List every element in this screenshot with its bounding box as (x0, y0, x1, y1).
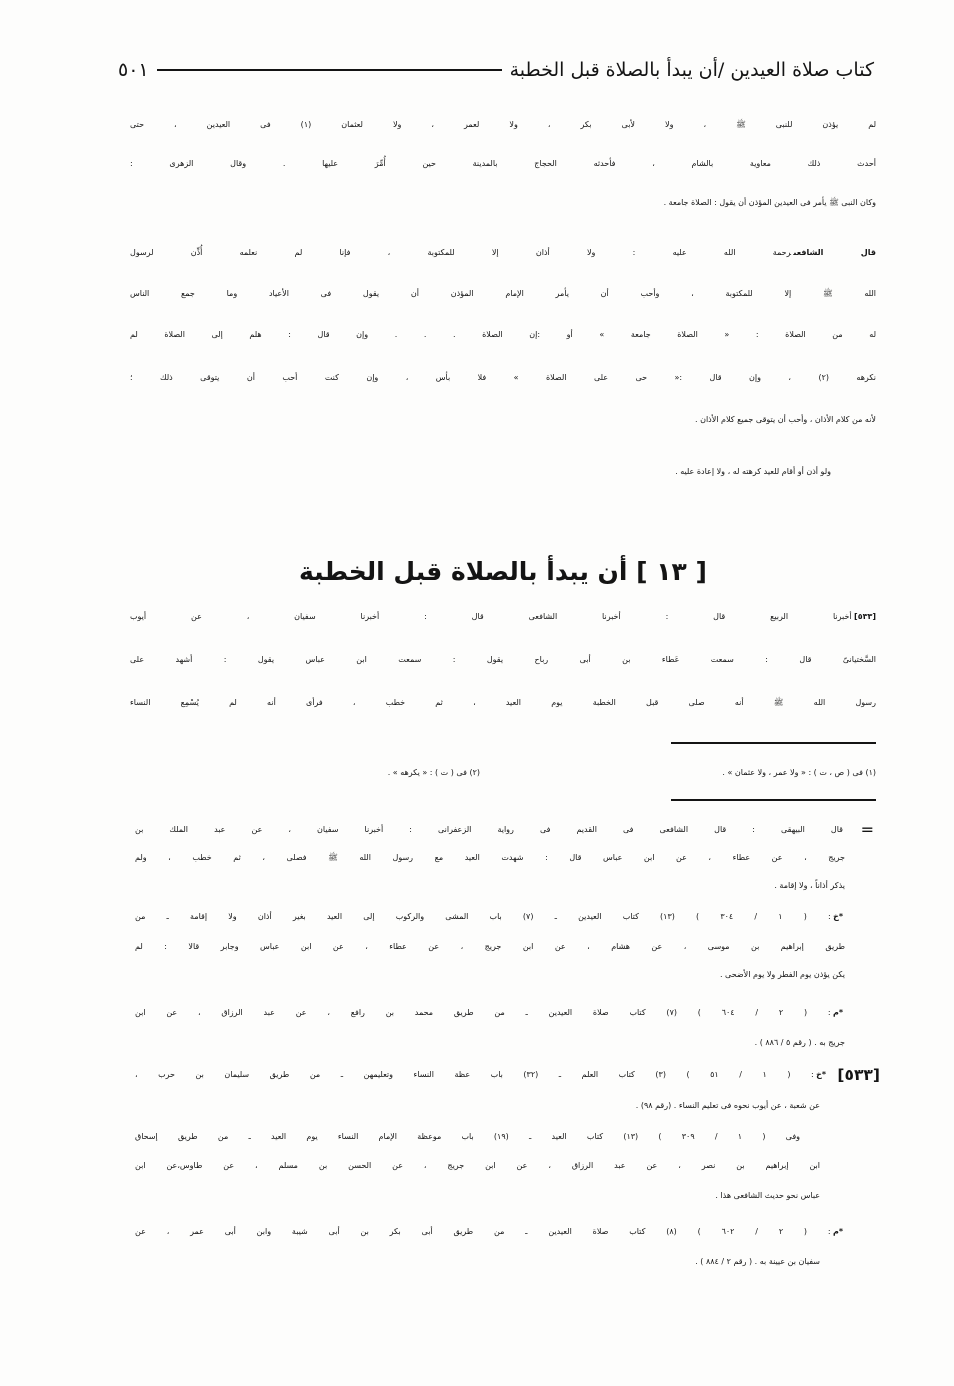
commentary-line: عن شعبة ، عن أيوب نحوه فى تعليم النساء . (رقم ٩٨) . (635, 1101, 820, 1110)
body-line: وكان النبى ﷺ يأمر فى العيدين المؤذن أن يقول : الصلاة جامعة . (663, 198, 876, 207)
commentary-text: : ( ١ / ٣٠٤ ) (١٣) كتاب العيدين ـ (٧) باب المشى والركوب إلى العيد بغير أذان ولا إقامة ـ من (135, 912, 831, 921)
hadith-line (130, 597, 876, 637)
hadith-reference-label: [٥٣٣] (837, 1066, 880, 1084)
commentary-line: طريق إبراهيم بن موسى ، عن هشام ، عن ابن جريج ، عن عطاء ، عن ابن عباس وجابر قالا : لم (135, 942, 845, 951)
source-marker: *م (832, 1008, 844, 1017)
commentary-line (135, 1061, 826, 1089)
commentary-line: جريج ، عن عطاء ، عن ابن عباس قال : شهدت العيد مع رسول الله ﷺ فصلى ، ثم خطب ، ولم (135, 853, 845, 862)
commentary-line: يذكر أذاناً ، ولا إقامة . (774, 881, 845, 890)
commentary-line: ابن إبراهيم بن نصر ، عن عبد الرزاق ، عن ابن جريج ، عن الحسن بن مسلم ، عن طاوس،عن ابن (135, 1161, 820, 1170)
section-heading: [ ١٣ ] أن يبدأ بالصلاة قبل الخطبة (299, 557, 707, 586)
body-line: نكرهه (٢) ، وإن قال :« حى على الصلاة » فلا بأس ، وإن كنت أحب أن يتوقى ذلك ؛ (130, 373, 876, 382)
hadith-line: السَّختيانىّ قال : سمعت عَطاء بن أبى رباح يقول : سمعت ابن عباس يقول : أشهد على (130, 655, 876, 664)
commentary-text: : ( ٢ / ٦٠٢ ) (٨) كتاب صلاة العيدين ـ من طريق أبى بكر بن أبى شيبة وابن أبى عمر ، عن (135, 1227, 831, 1236)
running-header (118, 54, 874, 86)
header-rule (157, 69, 502, 71)
body-line: ولو أذن أو أقام للعيد كرهته له ، ولا إعادة عليه . (675, 467, 831, 476)
commentary-line (135, 903, 843, 931)
footnote-2: (٢) فى ( ت ) : « يكرهه » . (387, 768, 480, 777)
footnote-separator (671, 742, 876, 744)
commentary-line (135, 999, 843, 1027)
commentary-line (135, 1218, 843, 1246)
source-marker: *خ (833, 912, 844, 921)
body-line: أحدث ذلك معاوية بالشام ، فأحدثه الحجاج بالمدينة حين أُمِّرَ عليها . وقال الزهرى : (130, 159, 876, 168)
body-line: لم يؤذن للنبى ﷺ ، ولا لأبى بكر ، ولا لعمر ، ولا لعثمان (١) فى العيدين ، حتى (130, 120, 877, 129)
body-line-text: رحمة الله عليه : ولا أذان إلا للمكتوبة ، فإنا لم نعلمه أُذِّن لرسول (130, 248, 792, 257)
body-line (130, 233, 876, 273)
commentary-line: قال البيهقى : قال الشافعى فى القديم فى رواية الزعفرانى : أخبرنا سفيان ، عن عبد الملك بن (135, 825, 843, 834)
speaker-lead: قال الشافعى (793, 248, 876, 257)
hadith-number: [٥٣٣] (854, 612, 876, 621)
continuation-mark: = (860, 820, 874, 839)
commentary-line: عباس نحو حديث الشافعى هذا . (715, 1191, 820, 1200)
running-title: كتاب صلاة العيدين /أن يبدأ بالصلاة قبل الخطبة (509, 59, 874, 81)
commentary-line: يكن يؤذن يوم الفطر ولا يوم الأضحى . (719, 970, 845, 979)
body-line: لأنه من كلام الأذان ، وأحب أن يتوقى جميع كلام الأذان . (694, 415, 876, 424)
body-line: الله ﷺ إلا للمكتوبة ، وأحب أن يأمر الإمام المؤذن أن يقول فى الأعياد وما جمع الناس (130, 289, 876, 298)
hadith-line: رسول الله ﷺ أنه صلى قبل الخطبة يوم العيد ، ثم خطب ، فرأى أنه لم يُسْمِع النساء (130, 698, 876, 707)
commentary-line: وفى ( ١ / ٣٠٩ ) (١٣) كتاب العيد ـ (١٩) باب موعظة الإمام النساء يوم العيد ـ من طريق إسحاق (135, 1132, 801, 1141)
footnote-1: (١) فى ( ص ، ت ) : « ولا عمر ، ولا عثمان » . (722, 768, 876, 777)
body-line: له من الصلاة : « الصلاة جامعة » أو :إن الصلاة . . . وإن قال : هلم إلى الصلاة لم (130, 330, 876, 339)
hadith-line-text: أخبرنا الربيع قال : أخبرنا الشافعى قال : أخبرنا سفيان ، عن أيوب (130, 612, 852, 621)
commentary-line: جريج به . ( رقم ٥ / ٨٨٦ ) . (754, 1038, 845, 1047)
page-number: ٥٠١ (118, 59, 149, 81)
commentary-text: : ( ١ / ٥١ ) (٣) كتاب العلم ـ (٣٢) باب عظة النساء وتعليمهن ـ من طريق سليمان بن حرب ، (135, 1070, 814, 1079)
commentary-line: سفيان بن عيينة به . ( رقم ٢ / ٨٨٤ ) . (695, 1257, 820, 1266)
commentary-separator (671, 799, 876, 801)
source-marker: *خ (816, 1070, 827, 1079)
source-marker: *م (832, 1227, 844, 1236)
commentary-text: : ( ٢ / ٦٠٤ ) (٧) كتاب صلاة العيدين ـ من طريق محمد بن رافع ، عن عبد الرزاق ، عن ابن (135, 1008, 831, 1017)
